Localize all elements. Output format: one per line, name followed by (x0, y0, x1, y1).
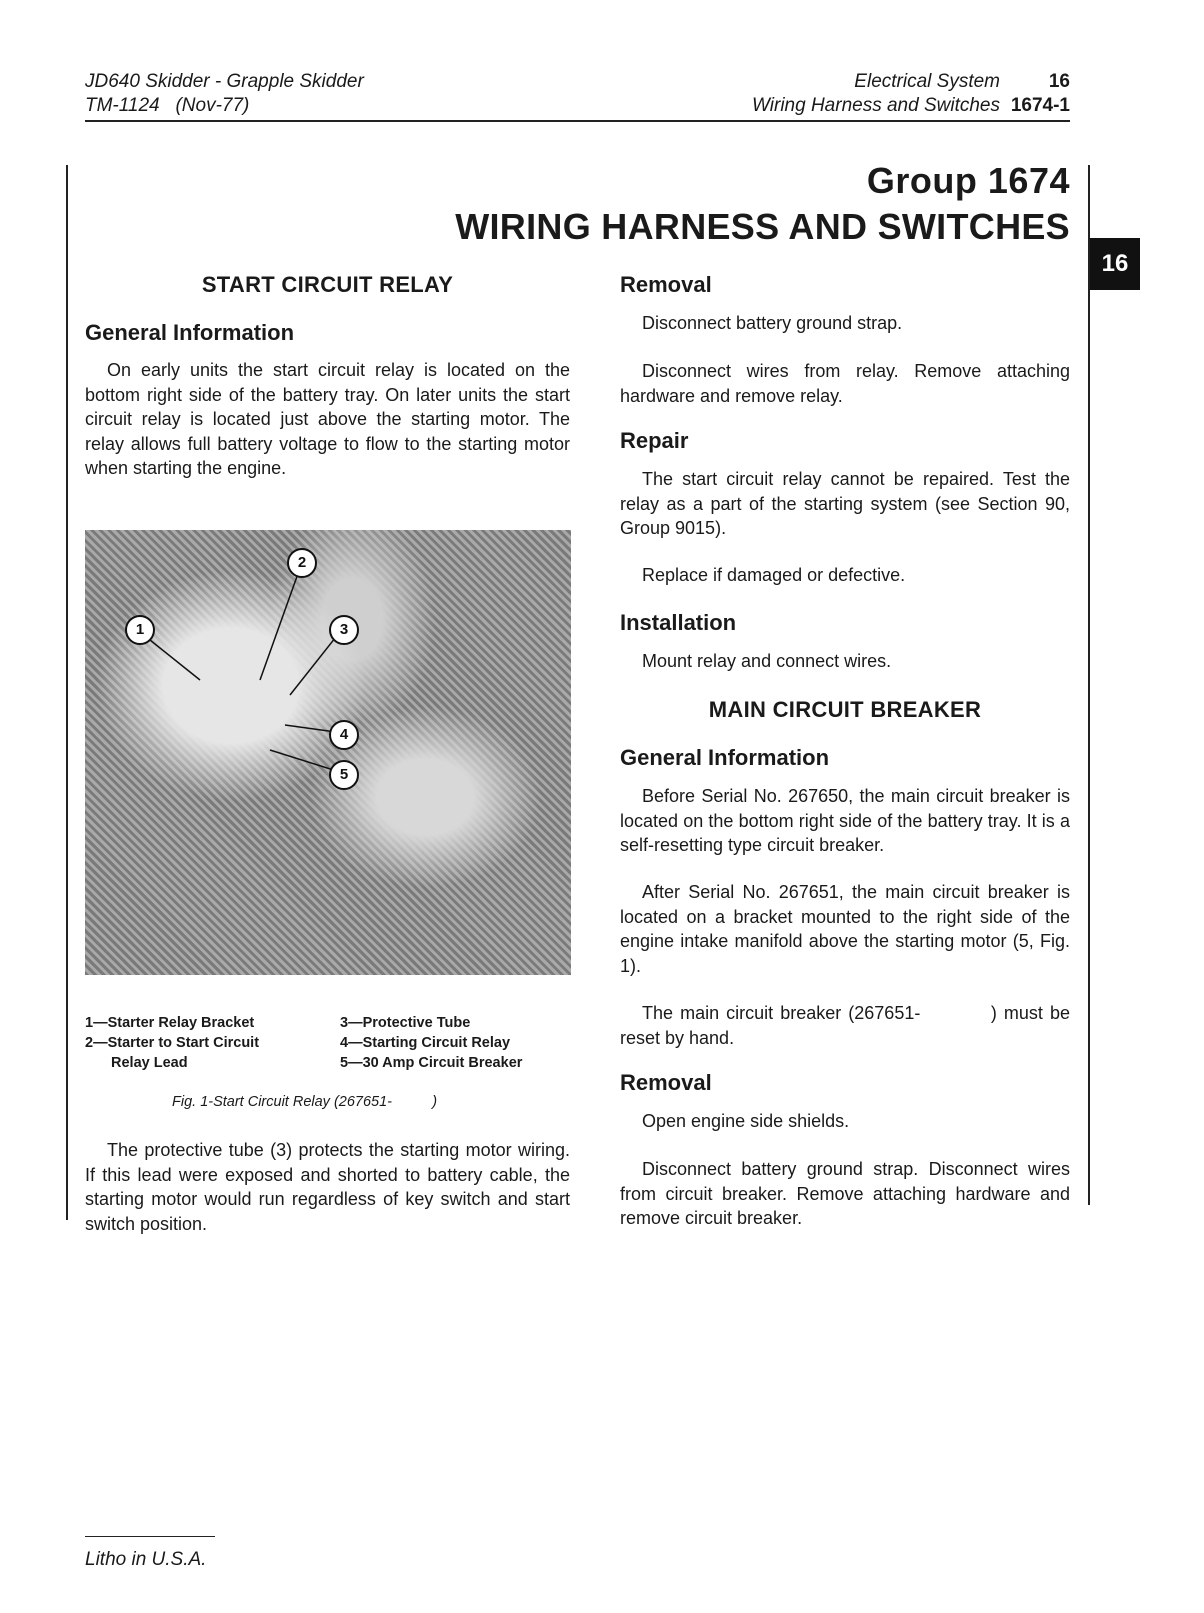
protective-tube-text: The protective tube (3) protects the starting motor wiring. If this lead were exposed and shorted to battery cable, the starting motor would run regardless of key switch and start switch position. (85, 1140, 570, 1234)
repair-heading: Repair (620, 428, 689, 453)
breaker-removal-text-2: Disconnect battery ground strap. Disconnect wires from circuit breaker. Remove attaching hardware and remove circuit breaker. (620, 1159, 1070, 1228)
header-manual-id: TM-1124 (Nov-77) (85, 95, 250, 116)
breaker-removal-heading: Removal (620, 1070, 712, 1095)
section-tab: 16 (1090, 238, 1140, 290)
legend-item-1: 1—Starter Relay Bracket (85, 1015, 255, 1031)
start-relay-photo (85, 530, 571, 975)
removal-text-1: Disconnect battery ground strap. (642, 313, 903, 333)
left-margin-rule (66, 165, 68, 1220)
footer-rule (85, 1536, 215, 1537)
callout-5: 5 (329, 760, 359, 790)
breaker-general-heading: General Information (620, 745, 830, 770)
right-margin-rule (1088, 165, 1090, 1205)
legend-item-5: 5—30 Amp Circuit Breaker (340, 1055, 523, 1071)
group-title: WIRING HARNESS AND SWITCHES (455, 206, 1070, 247)
legend-item-2: 2—Starter to Start Circuit (85, 1035, 260, 1051)
header-section-number: 16 (1048, 71, 1070, 92)
main-breaker-title: MAIN CIRCUIT BREAKER (708, 697, 982, 722)
figure-caption: Fig. 1-Start Circuit Relay (267651- ) (172, 1094, 438, 1110)
callout-4: 4 (329, 720, 359, 750)
photo-leader-lines (85, 530, 571, 975)
group-number: Group 1674 (866, 160, 1070, 201)
header-manual-title: JD640 Skidder - Grapple Skidder (85, 71, 364, 92)
header-section-name: Electrical System (854, 71, 1000, 92)
installation-text: Mount relay and connect wires. (642, 651, 892, 671)
legend-item-4: 4—Starting Circuit Relay (340, 1035, 511, 1051)
callout-3: 3 (329, 615, 359, 645)
installation-heading: Installation (620, 610, 737, 635)
breaker-removal-text-1: Open engine side shields. (642, 1111, 850, 1131)
removal-text-2: Disconnect wires from relay. Remove attaching hardware and remove relay. (620, 361, 1070, 406)
breaker-text-1: Before Serial No. 267650, the main circuit breaker is located on the bottom right side of the battery tray. It is a self-resetting type circuit breaker. (620, 786, 1070, 855)
repair-text-1: The start circuit relay cannot be repaired. Test the relay as a part of the starting system (see Section 90, Group 9015). (620, 469, 1070, 538)
repair-text-2: Replace if damaged or defective. (642, 565, 906, 585)
general-info-heading: General Information (85, 320, 295, 345)
breaker-text-2: After Serial No. 267651, the main circuit breaker is located on a bracket mounted to the right side of the engine intake manifold above the starting motor (5, Fig. 1). (620, 882, 1070, 976)
breaker-text-3: The main circuit breaker (267651- ) must be reset by hand. (620, 1003, 1076, 1048)
header-page-number: 1674-1 (1010, 95, 1070, 116)
legend-item-2-cont: Relay Lead (111, 1055, 188, 1071)
general-info-text: On early units the start circuit relay is located on the bottom right side of the battery tray. On later units the start circuit relay is located just above the starting motor. The relay allows full battery voltage to flow to the starting motor when starting the engine. (85, 360, 570, 478)
header-group-name: Wiring Harness and Switches (752, 95, 1000, 116)
legend-item-3: 3—Protective Tube (340, 1015, 471, 1031)
callout-2: 2 (287, 548, 317, 578)
start-relay-title: START CIRCUIT RELAY (201, 272, 454, 297)
removal-heading: Removal (620, 272, 712, 297)
footer-litho: Litho in U.S.A. (85, 1549, 207, 1570)
header-rule (85, 120, 1070, 122)
callout-1: 1 (125, 615, 155, 645)
